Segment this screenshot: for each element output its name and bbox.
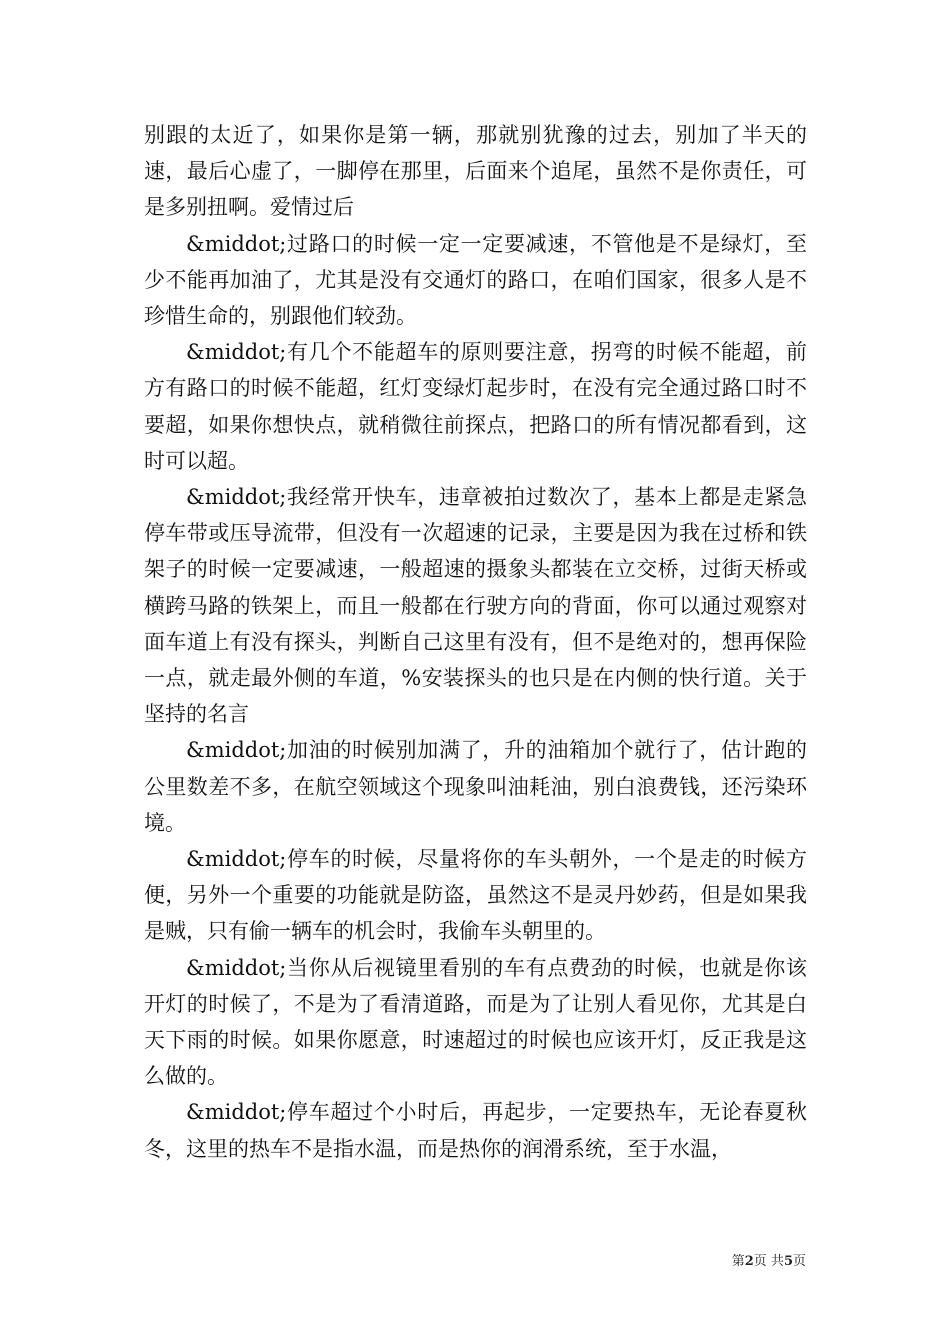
paragraph: 别跟的太近了，如果你是第一辆，那就别犹豫的过去，别加了半天的速，最后心虚了，一脚停在那里，后面来个追尾，虽然不是你责任，可是多别扭啊。爱情过后	[144, 123, 807, 220]
paragraph: &middot;有几个不能超车的原则要注意，拐弯的时候不能超，前方有路口的时候不能超，红灯变绿灯起步时，在没有完全通过路口时不要超，如果你想快点，就稍微往前探点，把路口的所有情况都看到，这时可以超。	[144, 340, 807, 473]
document-body	[144, 117, 807, 1167]
paragraph: &middot;我经常开快车，违章被拍过数次了，基本上都是走紧急停车带或压导流带，但没有一次超速的记录，主要是因为我在过桥和铁架子的时候一定要减速，一般超速的摄象头都装在立交桥，过街天桥或横跨马路的铁架上，而且一般都在行驶方向的背面，你可以通过观察对面车道上有没有探头，判断自己这里有没有，但不是绝对的，想再保险一点，就走最外侧的车道，%安装探头的也只是在内侧的快行道。关于坚持的名言	[144, 485, 807, 727]
paragraph: &middot;停车超过个小时后，再起步，一定要热车，无论春夏秋冬，这里的热车不是指水温，而是热你的润滑系统，至于水温，	[144, 1100, 807, 1161]
current-page-number: 2	[744, 1254, 754, 1269]
footer-middle: 页 共	[753, 1254, 784, 1269]
footer-suffix: 页	[792, 1254, 806, 1269]
total-page-number: 5	[783, 1254, 793, 1269]
paragraph: &middot;停车的时候，尽量将你的车头朝外，一个是走的时候方便，另外一个重要的功能就是防盗，虽然这不是灵丹妙药，但是如果我是贼，只有偷一辆车的机会时，我偷车头朝里的。	[144, 847, 807, 944]
page-footer	[732, 1250, 806, 1269]
paragraph: &middot;过路口的时候一定一定要减速，不管他是不是绿灯，至少不能再加油了，尤其是没有交通灯的路口，在咱们国家，很多人是不珍惜生命的，别跟他们较劲。	[144, 231, 807, 329]
footer-prefix: 第	[731, 1254, 745, 1269]
paragraph: &middot;加油的时候别加满了，升的油箱加个就行了，估计跑的公里数差不多，在航空领域这个现象叫油耗油，别白浪费钱，还污染环境。	[144, 738, 807, 835]
paragraph: &middot;当你从后视镜里看别的车有点费劲的时候，也就是你该开灯的时候了，不是为了看清道路，而是为了让别人看见你，尤其是白天下雨的时候。如果你愿意，时速超过的时候也应该开灯，反正我是这么做的。	[144, 955, 807, 1089]
